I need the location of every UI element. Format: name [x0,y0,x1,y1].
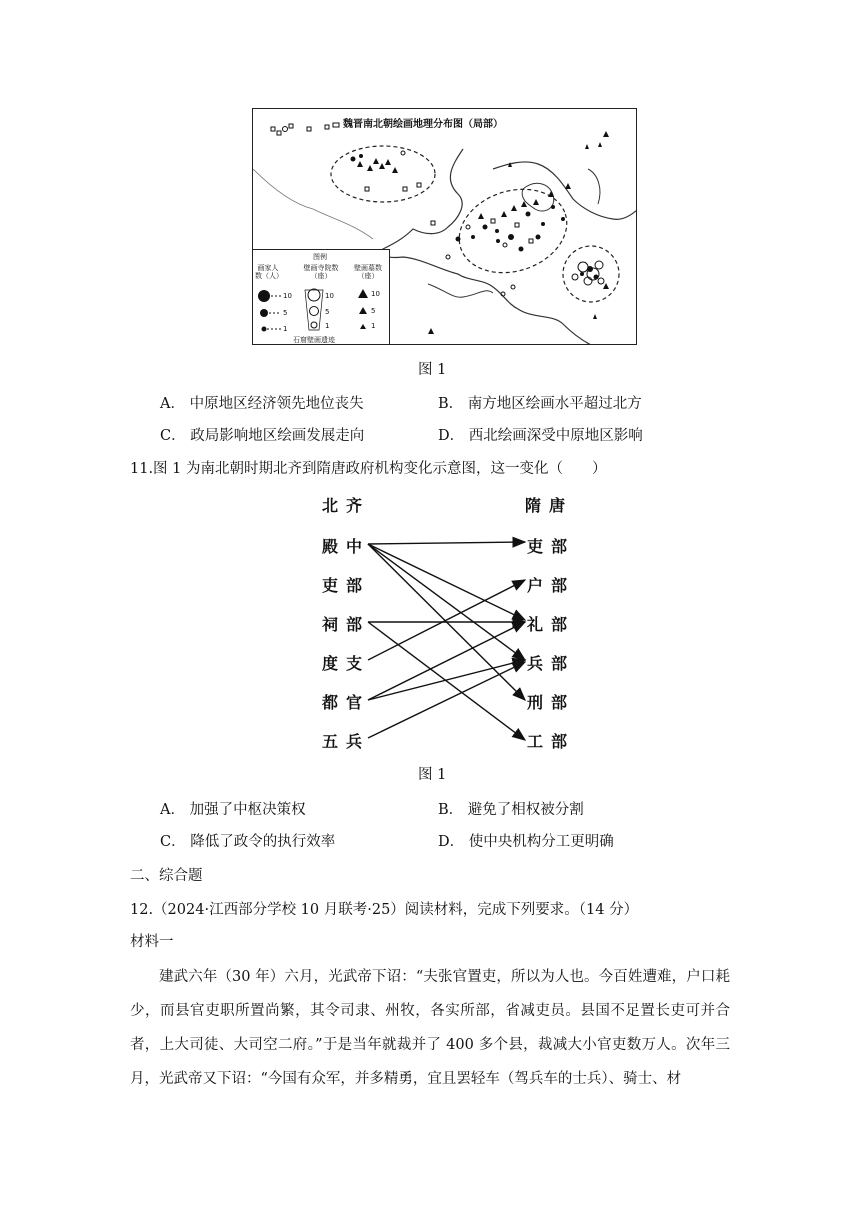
q11-option-d[interactable]: D． 使中央机构分工更明确 [438,834,614,850]
diagram-left-header: 北齐 [322,496,371,515]
q11-option-b[interactable]: B． 避免了相权被分割 [438,802,584,818]
q11-option-c[interactable]: C． 降低了政令的执行效率 [160,834,336,850]
agency-diagram [320,490,580,760]
legend-value-5b: 5 [325,308,330,316]
legend-footer: 石窟壁画遗迹 [293,336,335,344]
legend-value-1a: 1 [283,325,288,333]
left-agency-4: 度支 [322,654,371,673]
legend-value-10c: 10 [371,290,380,298]
legend-value-10b: 10 [325,292,334,300]
right-agency-6: 工部 [527,732,576,751]
q11-option-a[interactable]: A． 加强了中枢决策权 [160,802,306,818]
right-agency-2: 户部 [527,576,576,595]
legend-value-5c: 5 [371,307,376,315]
map-title: 魏晋南北朝绘画地理分布图（局部） [343,119,503,130]
left-agency-3: 祠部 [322,615,371,634]
q10-option-b[interactable]: B． 南方地区绘画水平超过北方 [438,396,642,412]
legend-temples-label: 壁画寺院数（座） [303,264,339,280]
right-agency-5: 刑部 [527,693,576,712]
right-agency-3: 礼部 [527,615,576,634]
left-agency-1: 殿中 [322,537,371,556]
diagram-right-header: 隋唐 [525,496,574,515]
map-figure [252,108,637,345]
legend-value-10a: 10 [283,292,292,300]
map-legend [253,249,390,345]
legend-symbols [253,250,389,345]
q10-option-a[interactable]: A． 中原地区经济领先地位丧失 [160,396,364,412]
right-agency-4: 兵部 [527,654,576,673]
section-heading: 二、综合题 [130,868,203,884]
legend-heading: 图例 [313,253,327,261]
material-label: 材料一 [130,934,174,950]
q12-stem: 12.（2024·江西部分学校 10 月联考·25）阅读材料，完成下列要求。（14 分） [130,902,639,918]
diagram-caption: 图 1 [418,767,447,783]
q11-stem: 11.图 1 为南北朝时期北齐到隋唐政府机构变化示意图，这一变化（ ） [130,461,607,477]
q10-option-d[interactable]: D． 西北绘画深受中原地区影响 [438,428,643,444]
right-agency-1: 吏部 [527,537,576,556]
left-agency-5: 都官 [322,693,371,712]
legend-value-1b: 1 [325,322,330,330]
left-agency-2: 吏部 [322,576,371,595]
q10-option-c[interactable]: C． 政局影响地区绘画发展走向 [160,428,365,444]
legend-value-5a: 5 [283,309,288,317]
material-paragraph: 建武六年（30 年）六月，光武帝下诏：“夫张官置吏，所以为人也。今百姓遭难，户口耗少，而县官吏职所置尚繁，其令司隶、州牧，各实所部，省减吏员。县国不足置长吏可并合者，上大司徒、大司空二府。”于是当年就裁并了 400 多个县，裁减大小官吏数万人。次年三月，光武帝又下诏：“今国有众军，并多精勇，宜且罢轻车（驾兵车的士兵）、骑士、材 [130,969,730,1087]
left-agency-6: 五兵 [322,732,371,751]
legend-tombs-label: 壁画墓数（座） [354,264,382,280]
map-caption: 图 1 [418,362,447,378]
legend-painters-label: 画家人数（人） [255,264,283,280]
legend-value-1c: 1 [371,322,376,330]
